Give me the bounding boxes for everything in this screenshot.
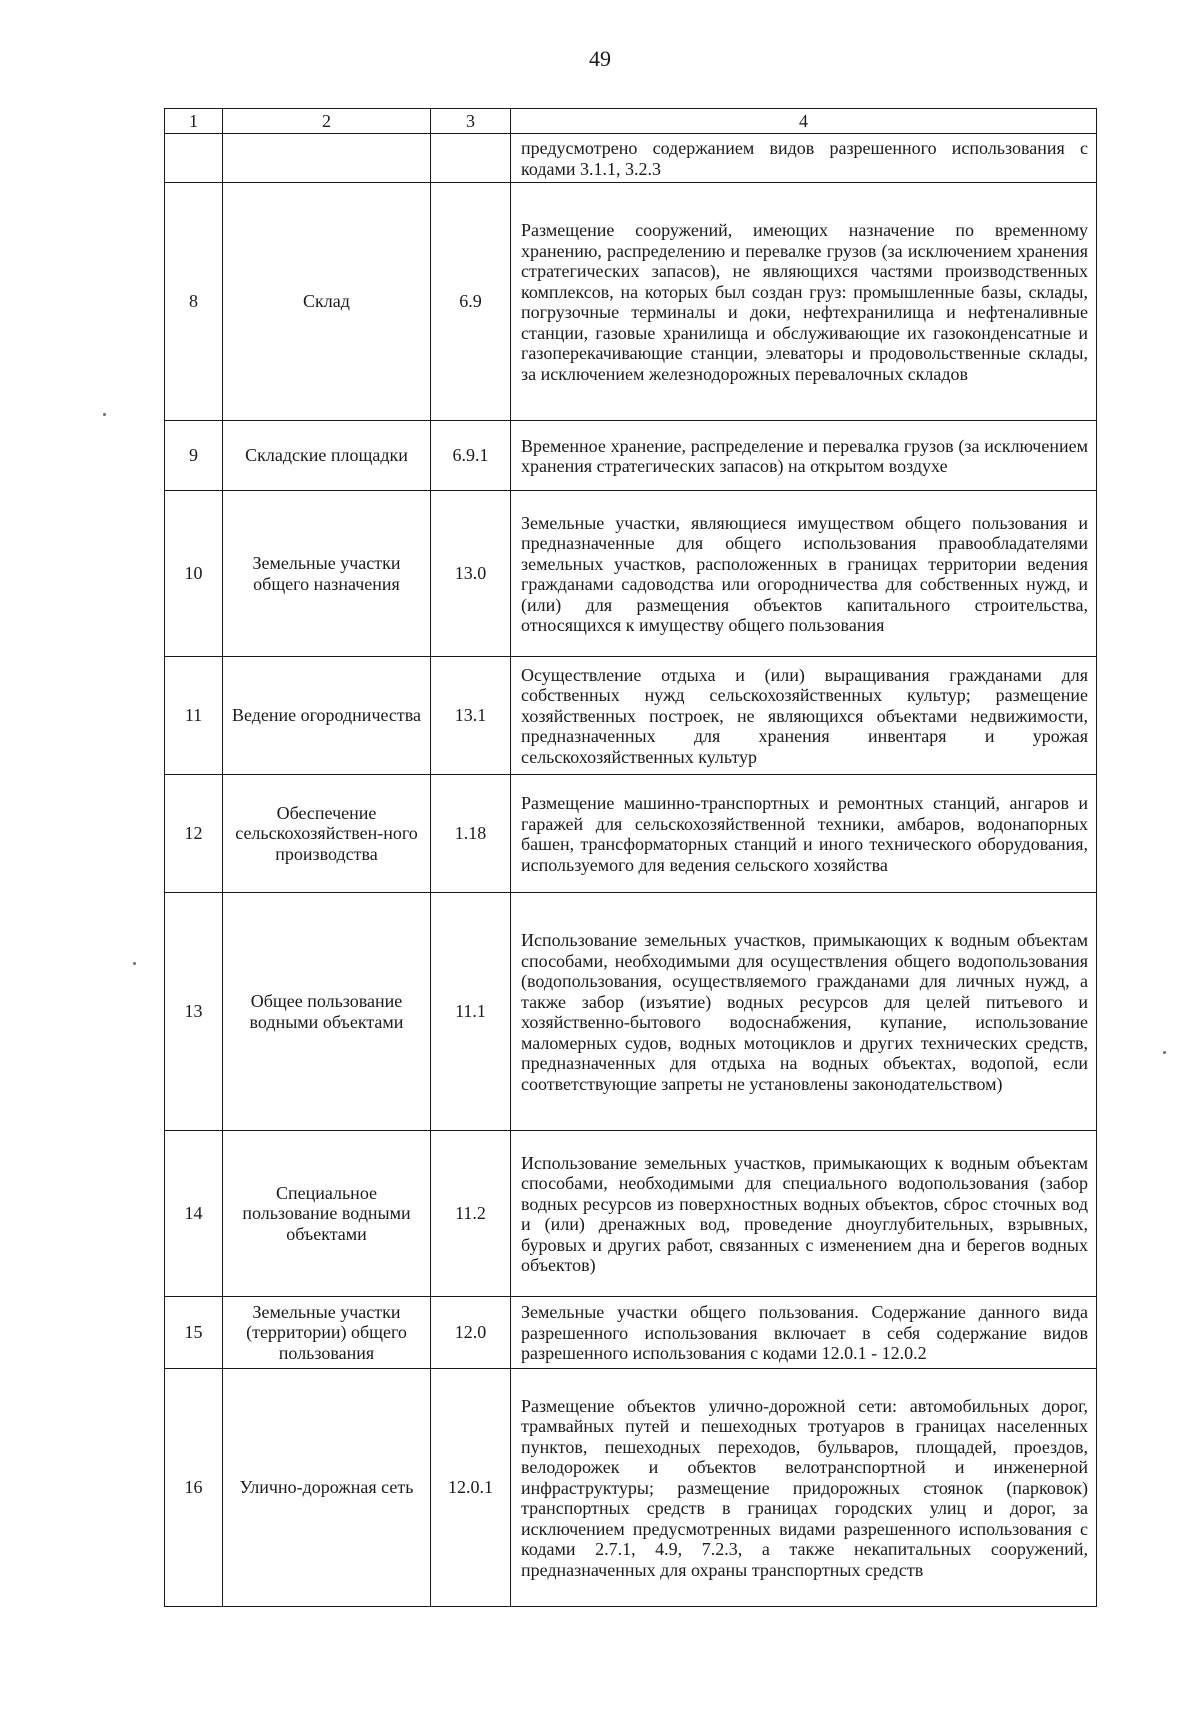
table-row (165, 893, 1097, 1131)
row-number: 14 (165, 1131, 223, 1297)
row-description: Размещение объектов улично-дорожной сети: автомобильных дорог, трамвайных путей и пешеходных тротуаров в границах населенных пунктов, пешеходных переходов, бульваров, площадей, проездов, велодорожек и объектов велотранспортной и инженерной инфраструктуры; размещение придорожных стоянок (парковок) транспортных средств в границах городских улиц и дорог, за исключением предусмотренных видами разрешенного использования с кодами 2.7.1, 4.9, 7.2.3, а также некапитальных сооружений, предназначенных для охраны транспортных средств (511, 1369, 1097, 1607)
row-description: Земельные участки, являющиеся имуществом общего пользования и предназначенные для общего использования правообладателями земельных участков, расположенных в границах территории ведения гражданами садоводства или огородничества для собственных нужд, и (или) для размещения объектов капитального строительства, относящихся к имуществу общего пользования (511, 491, 1097, 657)
row-number: 16 (165, 1369, 223, 1607)
row-name: Ведение огородничества (223, 657, 431, 775)
table-row (165, 657, 1097, 775)
row-name: Земельные участки общего назначения (223, 491, 431, 657)
row-code: 11.1 (431, 893, 511, 1131)
row-description: предусмотрено содержанием видов разрешенного использования с кодами 3.1.1, 3.2.3 (511, 134, 1097, 183)
row-description: Осуществление отдыха и (или) выращивания гражданами для собственных нужд сельскохозяйственных культур; размещение хозяйственных построек, не являющихся объектами недвижимости, предназначенных для хранения инвентаря и урожая сельскохозяйственных культур (511, 657, 1097, 775)
row-name: Земельные участки (территории) общего пользования (223, 1297, 431, 1369)
row-description: Размещение сооружений, имеющих назначение по временному хранению, распределению и перевалке грузов (за исключением хранения стратегических запасов), не являющихся частями производственных комплексов, на которых был создан груз: промышленные базы, склады, погрузочные терминалы и доки, нефтехранилища и нефтеналивные станции, газовые хранилища и обслуживающие их газоконденсатные и газоперекачивающие станции, элеваторы и продовольственные склады, за исключением железнодорожных перевалочных складов (511, 183, 1097, 421)
column-header-4: 4 (511, 109, 1097, 134)
column-header-2: 2 (223, 109, 431, 134)
row-name: Складские площадки (223, 421, 431, 491)
scan-speck (103, 413, 106, 416)
row-number: 13 (165, 893, 223, 1131)
row-description: Использование земельных участков, примыкающих к водным объектам способами, необходимыми для специального водопользования (забор водных ресурсов из поверхностных водных объектов, сброс сточных вод и (или) дренажных вод, проведение дноуглубительных, взрывных, буровых и других работ, связанных с изменением дна и берегов водных объектов) (511, 1131, 1097, 1297)
scan-speck (133, 962, 136, 965)
row-code: 12.0.1 (431, 1369, 511, 1607)
table-row (165, 1297, 1097, 1369)
column-header-1: 1 (165, 109, 223, 134)
row-code: 1.18 (431, 775, 511, 893)
table-header-row (165, 109, 1097, 134)
row-number: 10 (165, 491, 223, 657)
scan-speck (1163, 1051, 1166, 1054)
row-code: 12.0 (431, 1297, 511, 1369)
column-header-3: 3 (431, 109, 511, 134)
row-number: 11 (165, 657, 223, 775)
table-row (165, 134, 1097, 183)
row-number: 9 (165, 421, 223, 491)
row-description: Земельные участки общего пользования. Содержание данного вида разрешенного использования включает в себя содержание видов разрешенного использования с кодами 12.0.1 - 12.0.2 (511, 1297, 1097, 1369)
row-code: 13.0 (431, 491, 511, 657)
row-code: 6.9.1 (431, 421, 511, 491)
row-name: Специальное пользование водными объектами (223, 1131, 431, 1297)
row-code (431, 134, 511, 183)
table-row (165, 491, 1097, 657)
row-number: 15 (165, 1297, 223, 1369)
row-description: Временное хранение, распределение и перевалка грузов (за исключением хранения стратегических запасов) на открытом воздухе (511, 421, 1097, 491)
row-name: Общее пользование водными объектами (223, 893, 431, 1131)
row-number (165, 134, 223, 183)
page-number: 49 (589, 46, 611, 71)
table-row (165, 1131, 1097, 1297)
row-number: 12 (165, 775, 223, 893)
row-code: 11.2 (431, 1131, 511, 1297)
row-name: Склад (223, 183, 431, 421)
row-name: Обеспечение сельскохозяйствен-ного производства (223, 775, 431, 893)
table-row (165, 183, 1097, 421)
land-use-table (164, 108, 1097, 1607)
row-description: Размещение машинно-транспортных и ремонтных станций, ангаров и гаражей для сельскохозяйственной техники, амбаров, водонапорных башен, трансформаторных станций и иного технического оборудования, используемого для ведения сельского хозяйства (511, 775, 1097, 893)
row-number: 8 (165, 183, 223, 421)
row-description: Использование земельных участков, примыкающих к водным объектам способами, необходимыми для осуществления общего водопользования (водопользования, осуществляемого гражданами для личных нужд, а также забор (изъятие) водных ресурсов для целей питьевого и хозяйственно-бытового водоснабжения, купание, использование маломерных судов, водных мотоциклов и других технических средств, предназначенных для отдыха на водных объектах, водопой, если соответствующие запреты не установлены законодательством) (511, 893, 1097, 1131)
row-code: 6.9 (431, 183, 511, 421)
table-row (165, 421, 1097, 491)
row-code: 13.1 (431, 657, 511, 775)
row-name: Улично-дорожная сеть (223, 1369, 431, 1607)
row-name (223, 134, 431, 183)
table-row (165, 775, 1097, 893)
table-row (165, 1369, 1097, 1607)
